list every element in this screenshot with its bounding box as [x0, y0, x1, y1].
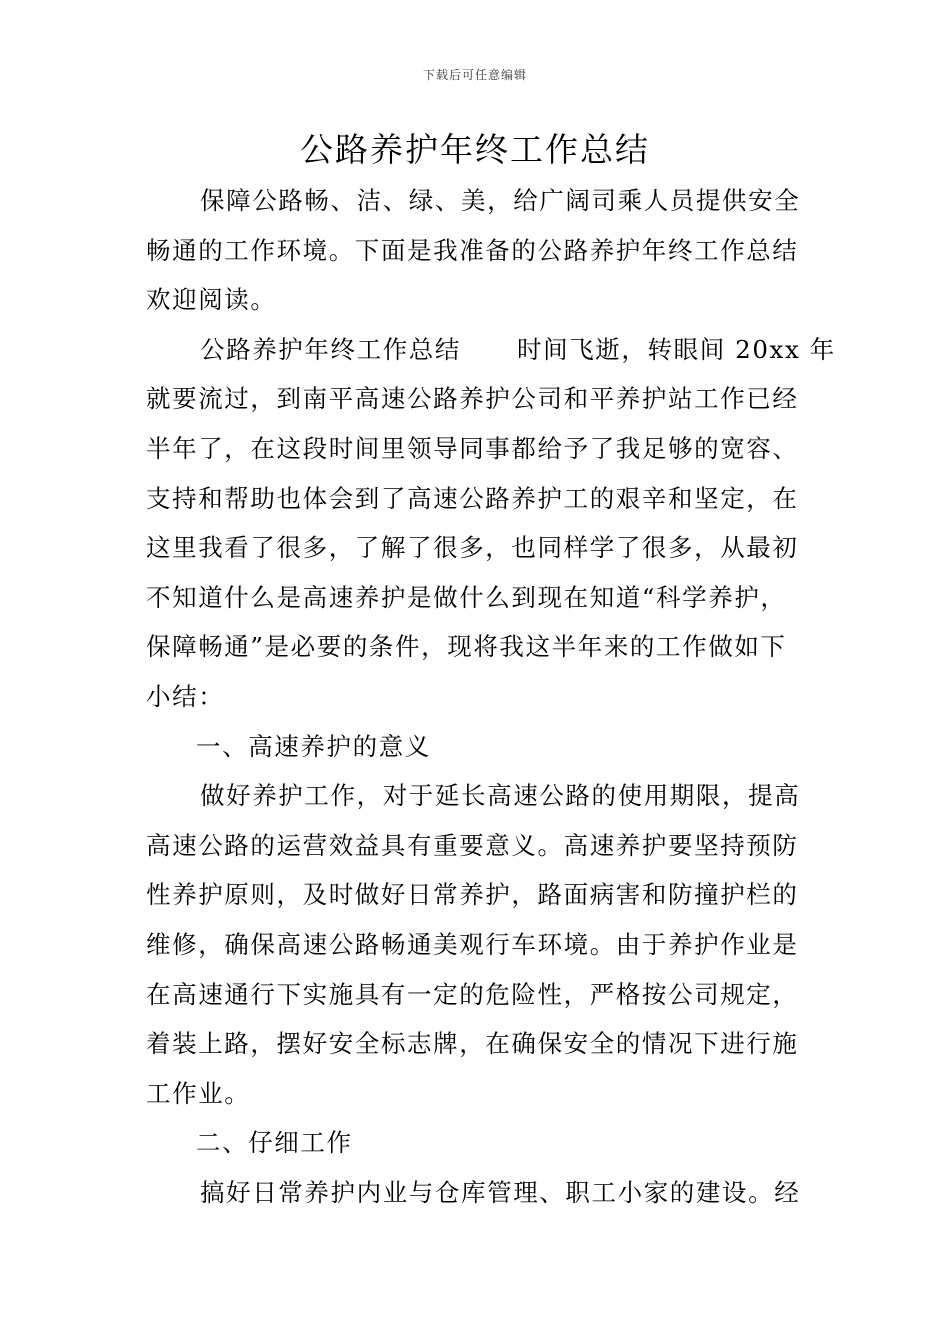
paragraph-text: 时间飞逝，转眼间 20xx 年 [517, 334, 836, 364]
paragraph-line: 不知道什么是高速养护是做什么到现在知道“科学养护， [146, 582, 787, 612]
paragraph-line: 在高速通行下实施具有一定的危险性，严格按公司规定， [146, 979, 799, 1009]
header-note: 下载后可任意编辑 [422, 68, 527, 82]
paragraph-line: 保障畅通”是必要的条件，现将我这半年来的工作做如下 [146, 632, 787, 662]
paragraph-line: 维修，确保高速公路畅通美观行车环境。由于养护作业是 [146, 929, 799, 959]
inline-subtitle: 公路养护年终工作总结 [200, 334, 461, 364]
document-body [146, 176, 836, 1217]
paragraph-line: 保障公路畅、洁、绿、美，给广阔司乘人员提供安全 [200, 186, 801, 215]
section-heading: 二、仔细工作 [196, 1128, 353, 1158]
paragraph-line: 做好养护工作，对于延长高速公路的使用期限，提高 [200, 781, 801, 811]
paragraph-line: 就要流过，到南平高速公路养护公司和平养护站工作已经 [146, 384, 799, 414]
paragraph-line: 性养护原则，及时做好日常养护，路面病害和防撞护栏的 [146, 880, 799, 910]
paragraph-line: 支持和帮助也体会到了高速公路养护工的艰辛和坚定，在 [146, 483, 799, 513]
paragraph-line: 畅通的工作环境。下面是我准备的公路养护年终工作总结 [146, 235, 799, 265]
paragraph-line: 半年了，在这段时间里领导同事都给予了我足够的宽容、 [146, 433, 799, 463]
paragraph-line [146, 325, 836, 375]
paragraph-line: 着装上路，摆好安全标志牌，在确保安全的情况下进行施 [146, 1029, 799, 1059]
section-heading: 一、高速养护的意义 [196, 731, 431, 761]
paragraph-line: 这里我看了很多，了解了很多，也同样学了很多，从最初 [146, 533, 799, 563]
paragraph-line: 工作业。 [146, 1078, 251, 1108]
paragraph-line: 小结： [146, 681, 225, 711]
paragraph-line: 欢迎阅读。 [146, 285, 277, 315]
document-title: 公路养护年终工作总结 [300, 130, 650, 169]
paragraph-line: 搞好日常养护内业与仓库管理、职工小家的建设。经 [200, 1177, 801, 1207]
paragraph-line: 高速公路的运营效益具有重要意义。高速养护要坚持预防 [146, 830, 799, 860]
